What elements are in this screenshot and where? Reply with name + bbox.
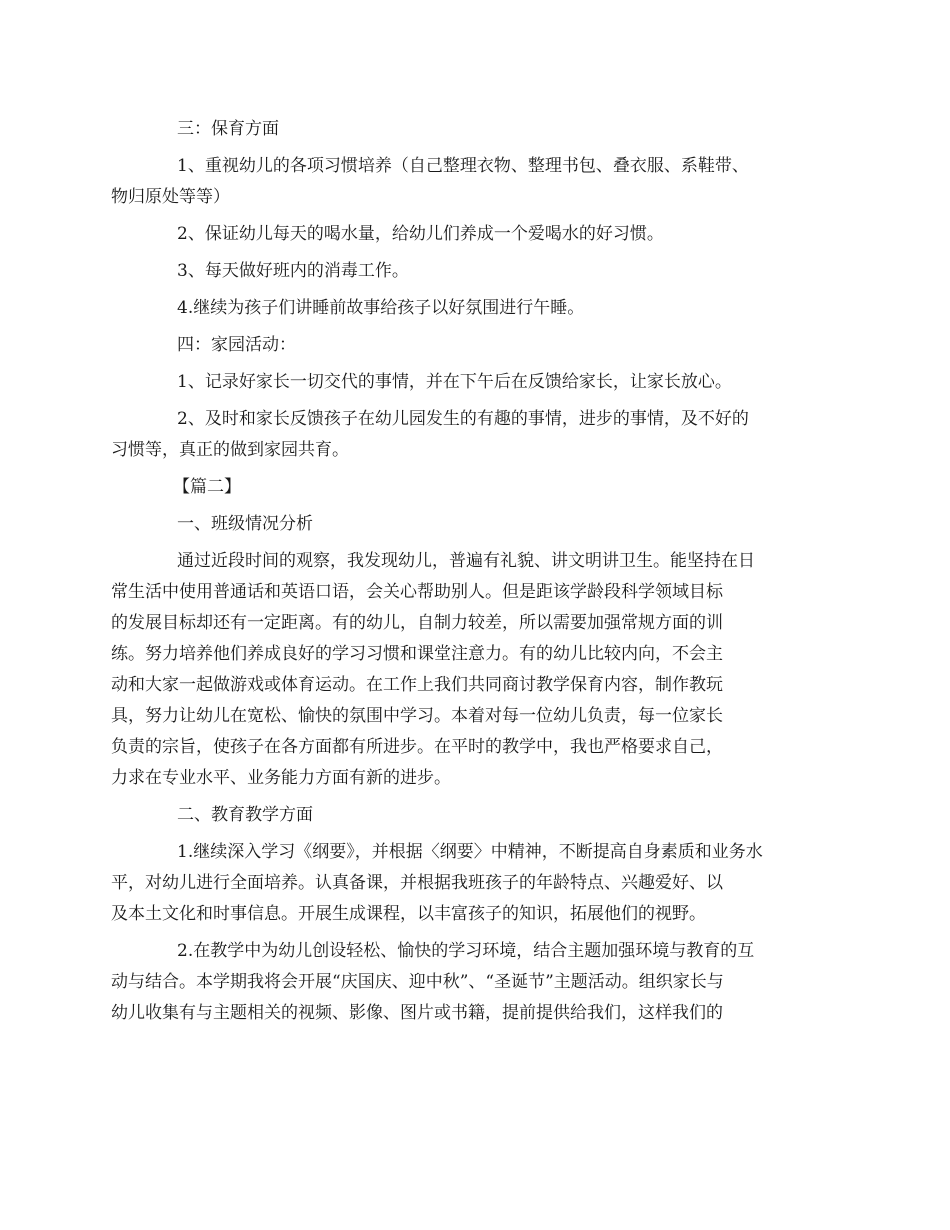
teaching-item-2-line-3: 幼儿收集有与主题相关的视频、影像、图片或书籍，提前提供给我们，这样我们的	[111, 1003, 723, 1023]
teaching-item-1-line-3: 及本土文化和时事信息。开展生成课程，以丰富孩子的知识，拓展他们的视野。	[111, 904, 706, 924]
part-two-heading: 【篇二】	[173, 477, 241, 497]
class-analysis-line-5: 动和大家一起做游戏或体育运动。在工作上我们共同商讨教学保育内容，制作教玩	[111, 675, 723, 695]
care-item-1-line-1: 1、重视幼儿的各项习惯培养（自己整理衣物、整理书包、叠衣服、系鞋带、	[177, 156, 749, 176]
teaching-item-1-line-1: 1.继续深入学习《纲要》，并根据〈纲要〉中精神，不断提高自身素质和业务水	[177, 842, 763, 862]
home-school-item-2-line-1: 2、及时和家长反馈孩子在幼儿园发生的有趣的事情，进步的事情，及不好的	[177, 409, 749, 429]
home-school-item-2-line-2: 习惯等，真正的做到家园共育。	[111, 440, 349, 460]
care-item-1-line-2: 物归原处等等）	[111, 187, 230, 207]
class-analysis-line-3: 的发展目标却还有一定距离。有的幼儿，自制力较差，所以需要加强常规方面的训	[111, 613, 723, 633]
teaching-item-2-line-2: 动与结合。本学期我将会开展“庆国庆、迎中秋”、“圣诞节”主题活动。组织家长与	[111, 972, 724, 992]
teaching-item-2-line-1: 2.在教学中为幼儿创设轻松、愉快的学习环境，结合主题加强环境与教育的互	[177, 941, 755, 961]
teaching-heading: 二、教育教学方面	[177, 805, 313, 825]
class-analysis-line-4: 练。努力培养他们养成良好的学习习惯和课堂注意力。有的幼儿比较内向，不会主	[111, 644, 723, 664]
class-analysis-line-6: 具，努力让幼儿在宽松、愉快的氛围中学习。本着对每一位幼儿负责，每一位家长	[111, 706, 723, 726]
class-analysis-line-2: 常生活中使用普通话和英语口语，会关心帮助别人。但是距该学龄段科学领域目标	[111, 582, 723, 602]
class-analysis-heading: 一、班级情况分析	[177, 514, 313, 534]
care-item-4: 4.继续为孩子们讲睡前故事给孩子以好氛围进行午睡。	[177, 298, 585, 318]
section-heading-home-school: 四：家园活动：	[177, 335, 296, 355]
class-analysis-line-7: 负责的宗旨，使孩子在各方面都有所进步。在平时的教学中，我也严格要求自己，	[111, 737, 723, 757]
section-heading-care: 三：保育方面	[177, 119, 279, 139]
class-analysis-line-1: 通过近段时间的观察，我发现幼儿，普遍有礼貌、讲文明讲卫生。能坚持在日	[177, 551, 755, 571]
class-analysis-line-8: 力求在专业水平、业务能力方面有新的进步。	[111, 768, 451, 788]
teaching-item-1-line-2: 平，对幼儿进行全面培养。认真备课，并根据我班孩子的年龄特点、兴趣爱好、以	[111, 873, 723, 893]
care-item-2: 2、保证幼儿每天的喝水量，给幼儿们养成一个爱喝水的好习惯。	[177, 224, 664, 244]
care-item-3: 3、每天做好班内的消毒工作。	[177, 261, 409, 281]
home-school-item-1: 1、记录好家长一切交代的事情，并在下午后在反馈给家长，让家长放心。	[177, 372, 732, 392]
document-body	[111, 114, 811, 1029]
